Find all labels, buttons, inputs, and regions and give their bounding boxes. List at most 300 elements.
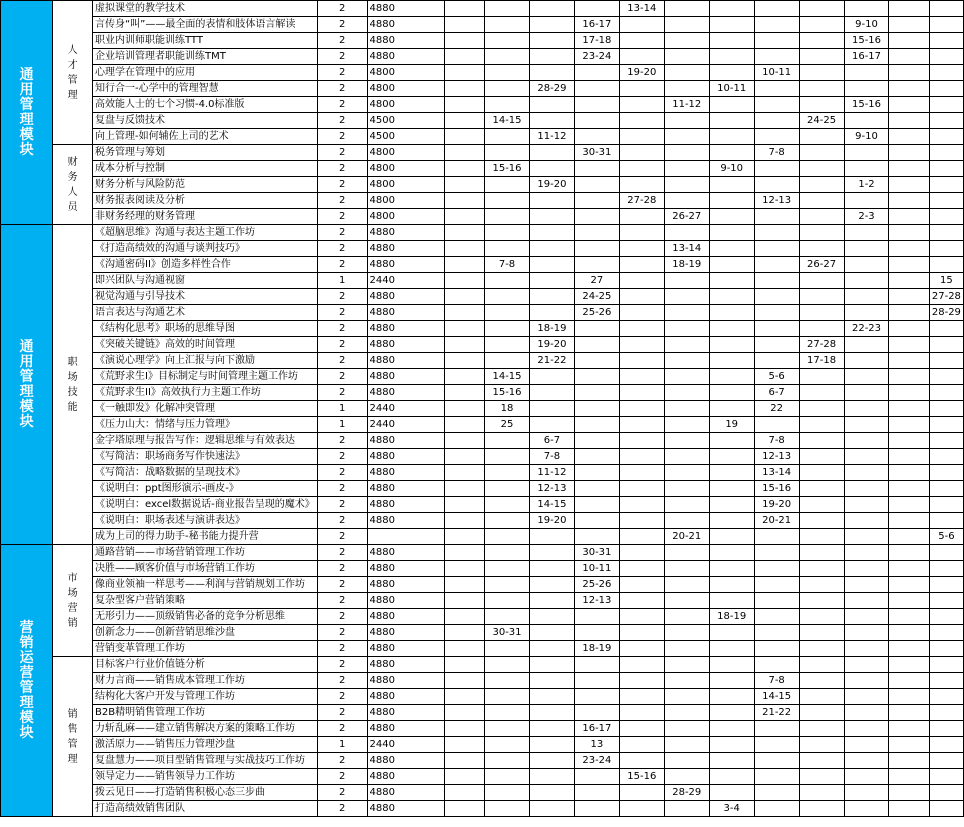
table-row (1, 193, 964, 209)
session-date-cell (485, 593, 530, 609)
session-date-cell (799, 689, 844, 705)
session-date-cell (444, 449, 484, 465)
session-date-cell (444, 337, 484, 353)
session-date-cell (889, 417, 929, 433)
session-date-cell (799, 81, 844, 97)
session-date-cell (664, 1, 709, 17)
session-date-cell: 26-27 (799, 257, 844, 273)
session-date-cell (844, 705, 889, 721)
session-date-cell (709, 257, 754, 273)
session-date-cell (664, 641, 709, 657)
table-row (1, 33, 964, 49)
session-date-cell (485, 33, 530, 49)
session-date-cell (444, 305, 484, 321)
session-date-cell (889, 81, 929, 97)
course-days: 2 (317, 193, 367, 209)
session-date-cell (619, 81, 664, 97)
session-date-cell (619, 257, 664, 273)
session-date-cell (844, 625, 889, 641)
session-date-cell (754, 225, 799, 241)
session-date-cell (529, 305, 574, 321)
table-row (1, 737, 964, 753)
session-date-cell (664, 225, 709, 241)
session-date-cell (754, 81, 799, 97)
course-name: 拨云见日——打造销售积极心态三步曲 (93, 785, 318, 801)
session-date-cell (929, 401, 963, 417)
session-date-cell (485, 177, 530, 193)
session-date-cell (754, 321, 799, 337)
session-date-cell (619, 705, 664, 721)
session-date-cell: 23-24 (574, 49, 619, 65)
session-date-cell (889, 113, 929, 129)
session-date-cell (799, 513, 844, 529)
session-date-cell (889, 753, 929, 769)
session-date-cell (619, 209, 664, 225)
session-date-cell (485, 193, 530, 209)
course-days: 2 (317, 689, 367, 705)
session-date-cell (444, 497, 484, 513)
course-days: 2 (317, 625, 367, 641)
course-fee: 4880 (367, 337, 444, 353)
course-name: 金字塔原理与报告写作：逻辑思维与有效表达 (93, 433, 318, 449)
session-date-cell (754, 657, 799, 673)
course-name: 知行合一-心学中的管理智慧 (93, 81, 318, 97)
session-date-cell: 6-7 (529, 433, 574, 449)
session-date-cell (709, 209, 754, 225)
course-fee: 4880 (367, 673, 444, 689)
session-date-cell (444, 17, 484, 33)
course-name: 《说明白：职场表述与演讲表达》 (93, 513, 318, 529)
session-date-cell (529, 17, 574, 33)
session-date-cell: 6-7 (754, 385, 799, 401)
session-date-cell: 25 (485, 417, 530, 433)
session-date-cell (529, 65, 574, 81)
course-fee: 4800 (367, 161, 444, 177)
session-date-cell (444, 177, 484, 193)
session-date-cell (754, 129, 799, 145)
session-date-cell (664, 705, 709, 721)
course-days: 2 (317, 705, 367, 721)
session-date-cell (929, 481, 963, 497)
session-date-cell (799, 433, 844, 449)
session-date-cell: 27-28 (619, 193, 664, 209)
session-date-cell (709, 369, 754, 385)
session-date-cell (709, 193, 754, 209)
session-date-cell (444, 209, 484, 225)
session-date-cell (844, 497, 889, 513)
session-date-cell (485, 145, 530, 161)
session-date-cell (485, 641, 530, 657)
session-date-cell (664, 609, 709, 625)
session-date-cell (754, 609, 799, 625)
session-date-cell (529, 721, 574, 737)
course-days: 2 (317, 17, 367, 33)
session-date-cell: 9-10 (709, 161, 754, 177)
session-date-cell (485, 545, 530, 561)
session-date-cell (485, 1, 530, 17)
session-date-cell (799, 145, 844, 161)
session-date-cell (889, 353, 929, 369)
session-date-cell (709, 273, 754, 289)
session-date-cell (889, 529, 929, 545)
course-days: 2 (317, 497, 367, 513)
session-date-cell (664, 369, 709, 385)
session-date-cell (529, 289, 574, 305)
schedule-body (1, 1, 964, 817)
course-fee: 4500 (367, 129, 444, 145)
session-date-cell (664, 113, 709, 129)
session-date-cell (889, 545, 929, 561)
session-date-cell (889, 625, 929, 641)
course-fee: 4880 (367, 481, 444, 497)
session-date-cell (619, 481, 664, 497)
course-days: 1 (317, 417, 367, 433)
session-date-cell (619, 145, 664, 161)
course-days: 2 (317, 657, 367, 673)
session-date-cell: 30-31 (574, 145, 619, 161)
session-date-cell (709, 673, 754, 689)
session-date-cell (444, 289, 484, 305)
session-date-cell (844, 769, 889, 785)
session-date-cell (574, 417, 619, 433)
session-date-cell (799, 641, 844, 657)
session-date-cell (709, 433, 754, 449)
session-date-cell (574, 673, 619, 689)
course-days: 2 (317, 225, 367, 241)
course-fee: 4880 (367, 609, 444, 625)
session-date-cell (844, 737, 889, 753)
session-date-cell (709, 33, 754, 49)
course-days: 2 (317, 209, 367, 225)
session-date-cell (844, 481, 889, 497)
session-date-cell (754, 625, 799, 641)
session-date-cell (709, 129, 754, 145)
course-days: 2 (317, 785, 367, 801)
session-date-cell (664, 625, 709, 641)
session-date-cell (444, 417, 484, 433)
session-date-cell (664, 417, 709, 433)
table-row (1, 689, 964, 705)
session-date-cell (529, 401, 574, 417)
session-date-cell (754, 721, 799, 737)
session-date-cell (709, 641, 754, 657)
table-row (1, 305, 964, 321)
session-date-cell (799, 673, 844, 689)
course-days: 2 (317, 1, 367, 17)
session-date-cell (444, 1, 484, 17)
session-date-cell (709, 561, 754, 577)
session-date-cell: 15-16 (485, 161, 530, 177)
session-date-cell (844, 753, 889, 769)
module-category-cell (1, 1, 53, 225)
table-row (1, 225, 964, 241)
session-date-cell (529, 97, 574, 113)
session-date-cell: 14-15 (485, 113, 530, 129)
session-date-cell (619, 625, 664, 641)
session-date-cell (799, 449, 844, 465)
session-date-cell (709, 513, 754, 529)
session-date-cell (889, 433, 929, 449)
session-date-cell: 5-6 (929, 529, 963, 545)
session-date-cell: 27-28 (929, 289, 963, 305)
session-date-cell (574, 465, 619, 481)
session-date-cell (444, 353, 484, 369)
session-date-cell (709, 657, 754, 673)
session-date-cell (799, 801, 844, 817)
course-days: 2 (317, 449, 367, 465)
session-date-cell: 1-2 (844, 177, 889, 193)
session-date-cell (444, 593, 484, 609)
session-date-cell (619, 225, 664, 241)
session-date-cell (889, 241, 929, 257)
session-date-cell (844, 785, 889, 801)
session-date-cell (709, 769, 754, 785)
session-date-cell (929, 193, 963, 209)
session-date-cell (929, 209, 963, 225)
session-date-cell (754, 161, 799, 177)
session-date-cell (754, 785, 799, 801)
table-row (1, 289, 964, 305)
session-date-cell (929, 353, 963, 369)
session-date-cell (799, 209, 844, 225)
session-date-cell (844, 801, 889, 817)
session-date-cell: 28-29 (664, 785, 709, 801)
session-date-cell (754, 337, 799, 353)
session-date-cell (444, 657, 484, 673)
session-date-cell (664, 689, 709, 705)
session-date-cell (529, 193, 574, 209)
session-date-cell (709, 753, 754, 769)
table-row (1, 769, 964, 785)
session-date-cell (529, 801, 574, 817)
session-date-cell (929, 129, 963, 145)
session-date-cell (574, 65, 619, 81)
session-date-cell (929, 641, 963, 657)
session-date-cell (709, 625, 754, 641)
session-date-cell (529, 561, 574, 577)
table-row (1, 705, 964, 721)
session-date-cell (799, 609, 844, 625)
session-date-cell (709, 737, 754, 753)
session-date-cell (664, 449, 709, 465)
session-date-cell (709, 481, 754, 497)
session-date-cell (929, 385, 963, 401)
table-row (1, 529, 964, 545)
session-date-cell (799, 401, 844, 417)
session-date-cell (754, 737, 799, 753)
course-name: 虚拟课堂的教学技术 (93, 1, 318, 17)
session-date-cell (444, 113, 484, 129)
session-date-cell: 19-20 (529, 337, 574, 353)
course-name: 力斩乱麻——建立销售解决方案的策略工作坊 (93, 721, 318, 737)
course-days: 2 (317, 721, 367, 737)
session-date-cell (799, 49, 844, 65)
session-date-cell (574, 433, 619, 449)
course-days: 2 (317, 769, 367, 785)
session-date-cell (529, 273, 574, 289)
session-date-cell (664, 353, 709, 369)
session-date-cell (799, 1, 844, 17)
session-date-cell: 27-28 (799, 337, 844, 353)
session-date-cell (754, 97, 799, 113)
session-date-cell (754, 1, 799, 17)
session-date-cell (889, 337, 929, 353)
session-date-cell (889, 257, 929, 273)
course-fee: 4500 (367, 113, 444, 129)
session-date-cell (709, 705, 754, 721)
session-date-cell (799, 497, 844, 513)
session-date-cell (754, 241, 799, 257)
course-fee: 4880 (367, 353, 444, 369)
audience-group-label: 人才管理 (67, 44, 78, 101)
session-date-cell (485, 529, 530, 545)
session-date-cell (574, 321, 619, 337)
session-date-cell: 14-15 (754, 689, 799, 705)
session-date-cell: 20-21 (664, 529, 709, 545)
session-date-cell (574, 785, 619, 801)
session-date-cell (889, 481, 929, 497)
session-date-cell (799, 529, 844, 545)
session-date-cell (844, 529, 889, 545)
session-date-cell: 7-8 (754, 145, 799, 161)
session-date-cell: 11-12 (529, 465, 574, 481)
table-row (1, 81, 964, 97)
session-date-cell (889, 689, 929, 705)
session-date-cell (444, 769, 484, 785)
course-name: 即兴团队与沟通视窗 (93, 273, 318, 289)
session-date-cell (619, 785, 664, 801)
course-fee: 4880 (367, 545, 444, 561)
session-date-cell (619, 561, 664, 577)
session-date-cell (929, 737, 963, 753)
session-date-cell (929, 577, 963, 593)
audience-group-cell (53, 545, 93, 657)
session-date-cell (844, 337, 889, 353)
session-date-cell (844, 721, 889, 737)
course-name: 高效能人士的七个习惯-4.0标准版 (93, 97, 318, 113)
session-date-cell (929, 257, 963, 273)
session-date-cell (485, 49, 530, 65)
session-date-cell (799, 193, 844, 209)
session-date-cell (929, 593, 963, 609)
session-date-cell (929, 369, 963, 385)
session-date-cell (889, 289, 929, 305)
session-date-cell (664, 657, 709, 673)
session-date-cell (619, 737, 664, 753)
session-date-cell (529, 625, 574, 641)
session-date-cell (529, 225, 574, 241)
session-date-cell (709, 225, 754, 241)
session-date-cell (574, 241, 619, 257)
session-date-cell (929, 81, 963, 97)
course-days: 2 (317, 561, 367, 577)
course-days: 2 (317, 65, 367, 81)
session-date-cell (929, 609, 963, 625)
session-date-cell (844, 673, 889, 689)
session-date-cell (889, 273, 929, 289)
session-date-cell (929, 785, 963, 801)
session-date-cell (444, 513, 484, 529)
session-date-cell (889, 129, 929, 145)
session-date-cell: 26-27 (664, 209, 709, 225)
course-name: 职业内训师职能训练TTT (93, 33, 318, 49)
session-date-cell (529, 33, 574, 49)
session-date-cell: 25-26 (574, 305, 619, 321)
session-date-cell (574, 193, 619, 209)
table-row (1, 801, 964, 817)
session-date-cell: 10-11 (754, 65, 799, 81)
session-date-cell (574, 801, 619, 817)
session-date-cell (574, 449, 619, 465)
session-date-cell (799, 561, 844, 577)
session-date-cell (664, 593, 709, 609)
session-date-cell (709, 97, 754, 113)
session-date-cell (444, 161, 484, 177)
course-days: 2 (317, 673, 367, 689)
session-date-cell (485, 513, 530, 529)
session-date-cell (444, 689, 484, 705)
session-date-cell (485, 353, 530, 369)
session-date-cell (485, 481, 530, 497)
course-name: 《沟通密码II》创造多样性合作 (93, 257, 318, 273)
table-row (1, 177, 964, 193)
session-date-cell (799, 705, 844, 721)
course-days: 2 (317, 81, 367, 97)
session-date-cell: 30-31 (485, 625, 530, 641)
session-date-cell (664, 513, 709, 529)
session-date-cell (754, 305, 799, 321)
session-date-cell: 19-20 (754, 497, 799, 513)
session-date-cell (619, 289, 664, 305)
session-date-cell: 13-14 (619, 1, 664, 17)
session-date-cell (844, 577, 889, 593)
session-date-cell (929, 673, 963, 689)
session-date-cell: 16-17 (844, 49, 889, 65)
table-row (1, 161, 964, 177)
course-days: 2 (317, 289, 367, 305)
session-date-cell: 24-25 (799, 113, 844, 129)
session-date-cell (574, 689, 619, 705)
course-name: 成为上司的得力助手-秘书能力提升营 (93, 529, 318, 545)
session-date-cell (444, 33, 484, 49)
course-days: 2 (317, 353, 367, 369)
session-date-cell (799, 97, 844, 113)
course-name: 《突破关键链》高效的时间管理 (93, 337, 318, 353)
session-date-cell (844, 145, 889, 161)
session-date-cell (664, 145, 709, 161)
course-fee: 4880 (367, 593, 444, 609)
session-date-cell: 25-26 (574, 577, 619, 593)
session-date-cell: 19 (709, 417, 754, 433)
session-date-cell (799, 593, 844, 609)
session-date-cell (889, 737, 929, 753)
session-date-cell (709, 577, 754, 593)
table-row (1, 1, 964, 17)
session-date-cell: 21-22 (754, 705, 799, 721)
session-date-cell (619, 513, 664, 529)
session-date-cell (799, 657, 844, 673)
session-date-cell (574, 385, 619, 401)
session-date-cell (574, 257, 619, 273)
session-date-cell (664, 433, 709, 449)
session-date-cell (619, 673, 664, 689)
session-date-cell (709, 17, 754, 33)
course-days: 2 (317, 753, 367, 769)
session-date-cell (529, 769, 574, 785)
session-date-cell (485, 577, 530, 593)
course-fee: 4800 (367, 65, 444, 81)
session-date-cell (444, 225, 484, 241)
